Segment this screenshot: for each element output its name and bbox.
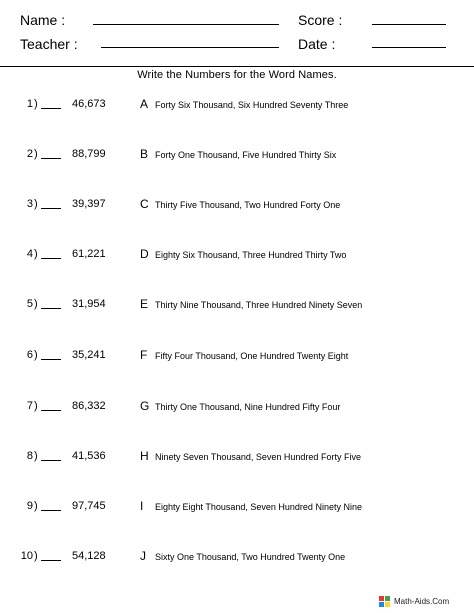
problem-value: 41,536 [72,450,106,462]
answer-blank[interactable] [41,208,61,209]
problem-value: 31,954 [72,298,106,310]
problem-value: 86,332 [72,400,106,412]
answer-blank[interactable] [41,560,61,561]
answer-blank[interactable] [41,158,61,159]
problem-paren: ) [34,148,38,160]
problem-row [0,548,474,564]
problem-number: 6 [26,349,33,361]
logo-square [385,602,390,607]
problem-number: 7 [26,400,33,412]
word-choice-text: Sixty One Thousand, Two Hundred Twenty One [155,552,346,562]
problem-row [0,398,474,414]
problem-paren: ) [34,450,38,462]
problem-paren: ) [34,500,38,512]
answer-blank[interactable] [41,258,61,259]
problem-value: 39,397 [72,198,106,210]
problem-value: 54,128 [72,550,106,562]
answer-blank[interactable] [41,410,61,411]
problem-number: 4 [26,248,33,260]
answer-blank[interactable] [41,359,61,360]
brand-logo-icon [379,596,391,608]
logo-square [379,596,384,601]
problem-value: 61,221 [72,248,106,260]
word-choice-text: Forty Six Thousand, Six Hundred Seventy Three [155,100,349,110]
date-field-line[interactable] [372,47,446,48]
problem-paren: ) [34,550,38,562]
problem-value: 35,241 [72,349,106,361]
date-label: Date : [298,36,336,52]
problem-value: 97,745 [72,500,106,512]
word-choice-letter: C [140,197,149,211]
brand-name[interactable]: Math-Aids.Com [394,597,450,606]
problem-number: 10 [20,550,33,562]
answer-blank[interactable] [41,308,61,309]
problem-row [0,96,474,112]
word-choice-letter: D [140,247,149,261]
word-choice-text: Ninety Seven Thousand, Seven Hundred Forty Five [155,452,361,462]
teacher-label: Teacher : [20,36,78,52]
problem-paren: ) [34,400,38,412]
word-choice-text: Thirty One Thousand, Nine Hundred Fifty Four [155,402,341,412]
problem-row [0,498,474,514]
problem-paren: ) [34,98,38,110]
answer-blank[interactable] [41,108,61,109]
word-choice-text: Forty One Thousand, Five Hundred Thirty Six [155,150,337,160]
instructions-text: Write the Numbers for the Word Names. [137,69,337,81]
problem-row [0,347,474,363]
problem-row [0,448,474,464]
word-choice-text: Eighty Six Thousand, Three Hundred Thirty Two [155,250,347,260]
answer-blank[interactable] [41,510,61,511]
name-field-line[interactable] [93,24,279,25]
problem-paren: ) [34,349,38,361]
teacher-field-line[interactable] [101,47,279,48]
word-choice-letter: F [140,348,148,362]
logo-square [385,596,390,601]
answer-blank[interactable] [41,460,61,461]
word-choice-letter: I [140,499,144,513]
score-label: Score : [298,12,343,28]
problem-paren: ) [34,298,38,310]
score-field-line[interactable] [372,24,446,25]
problem-number: 5 [26,298,33,310]
problem-row [0,196,474,212]
logo-square [379,602,384,607]
word-choice-text: Thirty Five Thousand, Two Hundred Forty One [155,200,341,210]
name-label: Name : [20,12,66,28]
problem-number: 8 [26,450,33,462]
problem-row [0,246,474,262]
word-choice-text: Thirty Nine Thousand, Three Hundred Ninety Seven [155,300,363,310]
header-divider [0,66,474,67]
problem-value: 46,673 [72,98,106,110]
word-choice-letter: G [140,399,150,413]
word-choice-letter: J [140,549,146,563]
problem-paren: ) [34,248,38,260]
problem-row [0,296,474,312]
word-choice-text: Fifty Four Thousand, One Hundred Twenty Eight [155,351,349,361]
word-choice-letter: E [140,297,149,311]
word-choice-letter: H [140,449,149,463]
problem-row [0,146,474,162]
problem-number: 3 [26,198,33,210]
problem-value: 88,799 [72,148,106,160]
word-choice-letter: B [140,147,149,161]
word-choice-letter: A [140,97,149,111]
problem-paren: ) [34,198,38,210]
problem-number: 2 [26,148,33,160]
word-choice-text: Eighty Eight Thousand, Seven Hundred Ninety Nine [155,502,362,512]
problem-number: 9 [26,500,33,512]
problem-number: 1 [26,98,33,110]
